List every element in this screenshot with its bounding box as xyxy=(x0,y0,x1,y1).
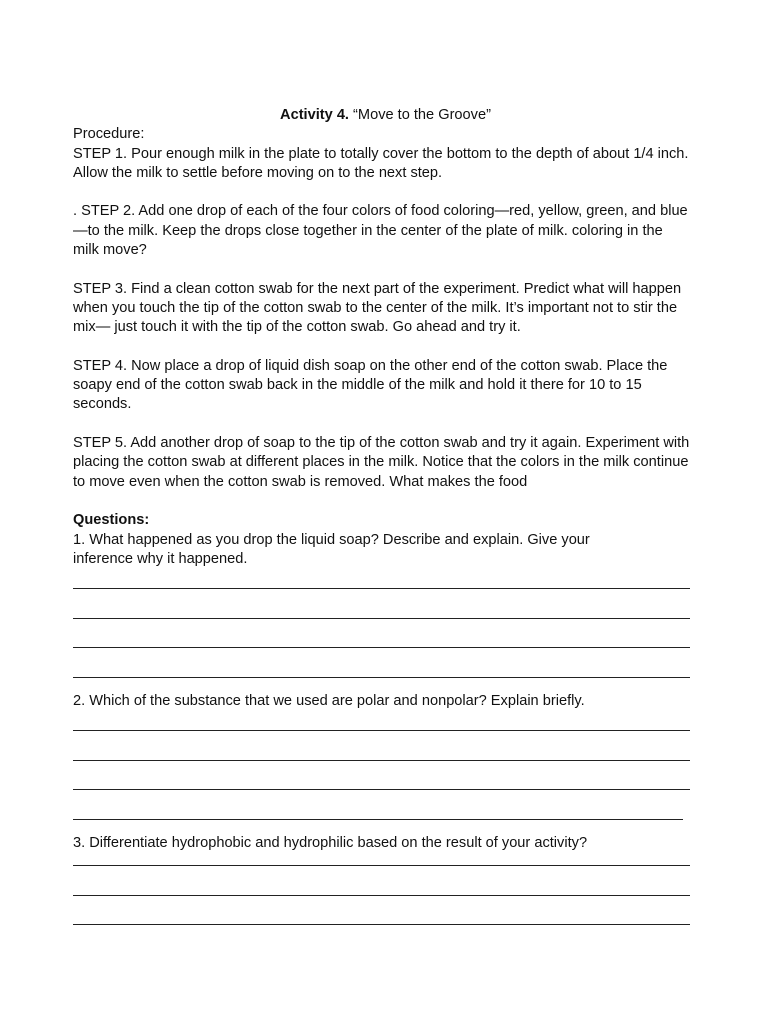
worksheet-content xyxy=(73,106,698,925)
questions-heading: Questions: xyxy=(73,512,150,529)
step-2: . STEP 2. Add one drop of each of the four colors of food coloring—red, yellow, green, and blue—to the milk. Keep the drops close together in the center of the plate of milk. coloring in the milk move? xyxy=(73,203,688,259)
activity-name: “Move to the Groove” xyxy=(349,107,491,123)
answer-line[interactable] xyxy=(73,819,683,820)
question-2: 2. Which of the substance that we used are polar and nonpolar? Explain briefly. xyxy=(73,692,585,709)
answer-line[interactable] xyxy=(73,895,690,896)
question-1: 1. What happened as you drop the liquid soap? Describe and explain. Give your inference why it happened. xyxy=(73,531,590,567)
procedure-label: Procedure: xyxy=(73,126,145,143)
answer-line[interactable] xyxy=(73,647,690,648)
step-4: STEP 4. Now place a drop of liquid dish soap on the other end of the cotton swab. Place the soapy end of the cotton swab back in the middle of the milk and hold it there for 10 to 15 seconds. xyxy=(73,357,668,413)
answer-line[interactable] xyxy=(73,789,690,790)
activity-number: Activity 4. xyxy=(280,107,349,123)
answer-line[interactable] xyxy=(73,618,690,619)
step-5: STEP 5. Add another drop of soap to the tip of the cotton swab and try it again. Experiment with placing the cotton swab at different places in the milk. Notice that the colors in the milk continue to move even when the cotton swab is removed. What makes the food xyxy=(73,435,690,490)
question-3: 3. Differentiate hydrophobic and hydrophilic based on the result of your activity? xyxy=(73,834,588,851)
answer-line[interactable] xyxy=(73,865,690,866)
step-1: STEP 1. Pour enough milk in the plate to totally cover the bottom to the depth of about 1/4 inch. Allow the milk to settle before moving on to the next step. xyxy=(73,145,689,181)
step-3: STEP 3. Find a clean cotton swab for the next part of the experiment. Predict what will happen when you touch the tip of the cotton swab to the center of the milk. It’s important not to stir the mix— just touch it with the tip of the cotton swab. Go ahead and try it. xyxy=(73,280,682,336)
answer-line[interactable] xyxy=(73,730,690,731)
answer-line[interactable] xyxy=(73,677,690,678)
answer-line[interactable] xyxy=(73,588,690,589)
answer-line[interactable] xyxy=(73,924,690,925)
answer-line[interactable] xyxy=(73,760,690,761)
activity-title xyxy=(73,106,698,125)
